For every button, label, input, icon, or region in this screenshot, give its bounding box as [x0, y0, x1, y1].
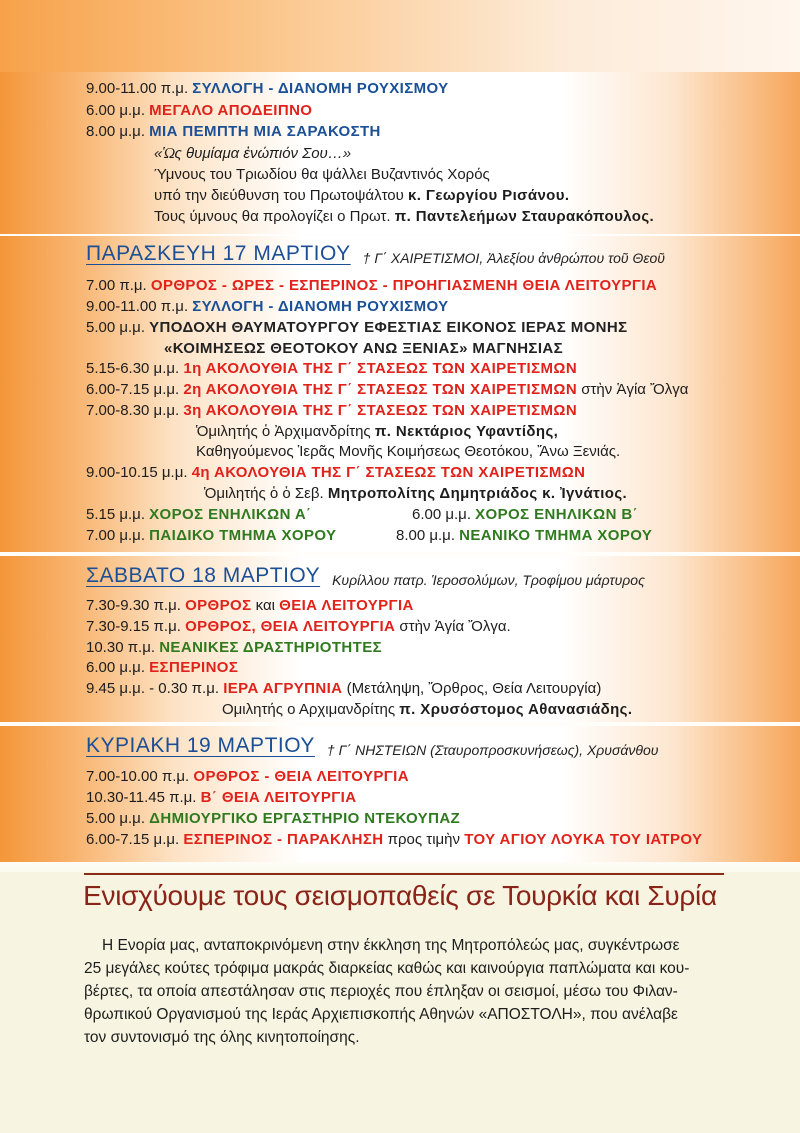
event-time: 7.00 μ.μ. — [86, 527, 145, 544]
event-place: στὴν Ἁγία Ὄλγα — [581, 381, 689, 398]
event-detail — [154, 207, 654, 227]
event-title: ΣΥΛΛΟΓΗ - ΔΙΑΝΟΜΗ ΡΟΥΧΙΣΜΟΥ — [192, 80, 449, 97]
event-detail — [154, 186, 569, 206]
speaker-line — [196, 422, 558, 442]
schedule-line — [86, 617, 511, 637]
event-title: ΙΕΡΑ ΑΓΡΥΠΝΙΑ — [223, 680, 343, 697]
event-title: ΔΗΜΙΟΥΡΓΙΚΟ ΕΡΓΑΣΤΗΡΙΟ ΝΤΕΚΟΥΠΑΖ — [149, 810, 461, 827]
schedule-line — [86, 380, 688, 400]
article-line: τον συντονισμό της όλης κινητοποίησης. — [84, 1029, 360, 1046]
schedule-line — [86, 526, 336, 546]
schedule-line — [86, 359, 577, 379]
event-detail: Ύμνους του Τριωδίου θα ψάλλει Βυζαντινός Χορός — [154, 166, 490, 183]
speaker-label: Ομιλητής ο Αρχιμανδρίτης — [222, 701, 400, 718]
speaker-detail: Καθηγούμενος Ἱερᾶς Μονῆς Κοιμήσεως Θεοτόκου, Ἄνω Ξενιάς. — [196, 443, 621, 460]
schedule-line — [86, 679, 601, 699]
event-title: ΟΡΘΡΟΣ - ΩΡΕΣ - ΕΣΠΕΡΙΝΟΣ - ΠΡΟΗΓΙΑΣΜΕΝΗ ΘΕΙΑ ΛΕΙΤΟΥΡΓΙΑ — [150, 277, 658, 294]
schedule-line — [86, 767, 409, 787]
event-title: ΟΡΘΡΟΣ, ΘΕΙΑ ΛΕΙΤΟΥΡΓΙΑ — [185, 618, 396, 635]
event-title: ΕΣΠΕΡΙΝΟΣ - ΠΑΡΑΚΛΗΣΗ — [183, 831, 384, 848]
event-title: ΘΕΙΑ ΛΕΙΤΟΥΡΓΙΑ — [279, 597, 414, 614]
event-title: 2η ΑΚΟΛΟΥΘΙΑ ΤΗΣ Γ΄ ΣΤΑΣΕΩΣ ΤΩΝ ΧΑΙΡΕΤΙΣΜΩΝ — [183, 381, 578, 398]
event-time: 9.00-11.00 π.μ. — [86, 298, 189, 315]
event-title: 1η ΑΚΟΛΟΥΘΙΑ ΤΗΣ Γ΄ ΣΤΑΣΕΩΣ ΤΩΝ ΧΑΙΡΕΤΙΣΜΩΝ — [183, 360, 578, 377]
speaker-name: Μητροπολίτης Δημητριάδος κ. Ἰγνάτιος. — [327, 485, 628, 502]
event-time: 6.00 μ.μ. — [412, 506, 471, 523]
schedule-line — [86, 788, 356, 808]
event-time: 7.30-9.15 π.μ. — [86, 618, 181, 635]
day-header — [86, 560, 645, 588]
event-time: 5.15-6.30 μ.μ. — [86, 360, 180, 377]
schedule-line — [396, 526, 652, 546]
event-time: 6.00 μ.μ. — [86, 102, 145, 119]
day-feast-note: † Γ΄ ΝΗΣΤΕΙΩΝ (Σταυροπροσκυνήσεως), Χρυσάνθου — [326, 742, 659, 758]
event-note: (Μετάληψη, Ὄρθρος, Θεία Λειτουργία) — [346, 680, 602, 697]
schedule-line — [86, 463, 585, 483]
article-body — [84, 934, 716, 1049]
event-title-continued: «ΚΟΙΜΗΣΕΩΣ ΘΕΟΤΟΚΟΥ ΑΝΩ ΞΕΝΙΑΣ» ΜΑΓΝΗΣΙΑΣ — [164, 340, 564, 357]
event-time: 7.00 π.μ. — [86, 277, 147, 294]
article-line: Η Ενορία μας, ανταποκρινόμενη στην έκκληση της Μητροπόλεώς μας, συγκέντρωσε — [102, 937, 680, 954]
schedule-line — [412, 505, 638, 525]
speaker-line — [222, 700, 632, 720]
day-title: ΣΑΒΒΑΤΟ 18 ΜΑΡΤΙΟΥ — [86, 564, 321, 587]
schedule-line — [86, 122, 381, 142]
event-title: ΥΠΟΔΟΧΗ ΘΑΥΜΑΤΟΥΡΓΟΥ ΕΦΕΣΤΙΑΣ ΕΙΚΟΝΟΣ ΙΕΡΑΣ ΜΟΝΗΣ — [149, 319, 628, 336]
event-time: 9.00-11.00 π.μ. — [86, 80, 189, 97]
event-title: ΧΟΡΟΣ ΕΝΗΛΙΚΩΝ Β΄ — [475, 506, 638, 523]
event-title: ΕΣΠΕΡΙΝΟΣ — [149, 659, 239, 676]
event-time: 10.30-11.45 π.μ. — [86, 789, 197, 806]
top-orange-band — [0, 0, 800, 72]
event-time: 7.00-10.00 π.μ. — [86, 768, 190, 785]
event-time: 8.00 μ.μ. — [396, 527, 455, 544]
speaker-name: π. Χρυσόστομος Αθανασιάδης. — [399, 701, 633, 718]
event-conjunction: και — [251, 597, 280, 614]
article-line: βέρτες, τα οποία απεστάλησαν στις περιοχές που έπληξαν οι σεισμοί, μέσω του Φιλαν- — [84, 983, 678, 1000]
schedule-line — [86, 79, 449, 99]
event-time: 9.00-10.15 μ.μ. — [86, 464, 188, 481]
detail-text: Τους ύμνους θα προλογίζει ο Πρωτ. — [154, 208, 395, 225]
detail-name: κ. Γεωργίου Ρισάνου. — [408, 187, 570, 204]
event-time: 7.00-8.30 μ.μ. — [86, 402, 180, 419]
event-title: Β΄ ΘΕΙΑ ΛΕΙΤΟΥΡΓΙΑ — [200, 789, 357, 806]
event-title: ΝΕΑΝΙΚΕΣ ΔΡΑΣΤΗΡΙΟΤΗΤΕΣ — [159, 639, 383, 656]
event-title: ΠΑΙΔΙΚΟ ΤΜΗΜΑ ΧΟΡΟΥ — [149, 527, 337, 544]
event-connector: προς τιμὴν — [383, 831, 465, 848]
event-time: 6.00 μ.μ. — [86, 659, 145, 676]
detail-name: π. Παντελεήμων Σταυρακόπουλος. — [394, 208, 655, 225]
event-title: ΝΕΑΝΙΚΟ ΤΜΗΜΑ ΧΟΡΟΥ — [459, 527, 653, 544]
event-time: 6.00-7.15 μ.μ. — [86, 831, 180, 848]
speaker-label: Ὁμιλητής ὁ ὁ Σεβ. — [204, 485, 328, 502]
event-time: 9.45 μ.μ. - 0.30 π.μ. — [86, 680, 220, 697]
event-title: 4η ΑΚΟΛΟΥΘΙΑ ΤΗΣ Γ΄ ΣΤΑΣΕΩΣ ΤΩΝ ΧΑΙΡΕΤΙΣΜΩΝ — [191, 464, 586, 481]
event-time: 10.30 π.μ. — [86, 639, 156, 656]
event-place: στὴν Ἁγία Ὄλγα. — [399, 618, 511, 635]
schedule-line — [86, 596, 414, 616]
day-header — [86, 238, 665, 266]
event-title: ΤΟΥ ΑΓΙΟΥ ΛΟΥΚΑ ΤΟΥ ΙΑΤΡΟΥ — [464, 831, 703, 848]
schedule-line — [86, 830, 702, 850]
schedule-line — [86, 297, 449, 317]
article-divider — [84, 873, 724, 875]
day-title: ΠΑΡΑΣΚΕΥΗ 17 ΜΑΡΤΙΟΥ — [86, 242, 351, 265]
event-title: ΧΟΡΟΣ ΕΝΗΛΙΚΩΝ Α΄ — [149, 506, 312, 523]
event-title: ΜΙΑ ΠΕΜΠΤΗ ΜΙΑ ΣΑΡΑΚΟΣΤΗ — [149, 123, 381, 140]
schedule-line — [86, 276, 657, 296]
event-time: 6.00-7.15 μ.μ. — [86, 381, 180, 398]
schedule-line — [86, 401, 577, 421]
day-feast-note: † Γ΄ ΧΑΙΡΕΤΙΣΜΟΙ, Ἀλεξίου ἀνθρώπου τοῦ Θεοῦ — [362, 250, 665, 266]
schedule-line — [86, 318, 628, 338]
event-title: ΜΕΓΑΛΟ ΑΠΟΔΕΙΠΝΟ — [149, 102, 313, 119]
event-quote: «Ὡς θυμίαμα ἐνώπιόν Σου…» — [154, 145, 352, 162]
schedule-line — [86, 505, 311, 525]
day-header — [86, 730, 659, 758]
event-title: ΣΥΛΛΟΓΗ - ΔΙΑΝΟΜΗ ΡΟΥΧΙΣΜΟΥ — [192, 298, 449, 315]
day-title: ΚΥΡΙΑΚΗ 19 ΜΑΡΤΙΟΥ — [86, 734, 315, 757]
schedule-line — [86, 658, 238, 678]
schedule-line — [86, 638, 382, 658]
event-time: 5.00 μ.μ. — [86, 810, 145, 827]
speaker-line — [204, 484, 627, 504]
article-title: Ενισχύουμε τους σεισμοπαθείς σε Τουρκία και Συρία — [83, 880, 717, 911]
schedule-line — [86, 101, 312, 121]
article-line: θρωπικού Οργανισμού της Ιεράς Αρχιεπισκοπής Αθηνών «ΑΠΟΣΤΟΛΗ», που ανέλαβε — [84, 1006, 678, 1023]
event-title: ΟΡΘΡΟΣ - ΘΕΙΑ ΛΕΙΤΟΥΡΓΙΑ — [193, 768, 409, 785]
event-title: ΟΡΘΡΟΣ — [185, 597, 252, 614]
schedule-line — [86, 809, 460, 829]
speaker-name: π. Νεκτάριος Υφαντίδης, — [374, 423, 559, 440]
event-time: 7.30-9.30 π.μ. — [86, 597, 181, 614]
event-title: 3η ΑΚΟΛΟΥΘΙΑ ΤΗΣ Γ΄ ΣΤΑΣΕΩΣ ΤΩΝ ΧΑΙΡΕΤΙΣΜΩΝ — [183, 402, 578, 419]
event-time: 5.15 μ.μ. — [86, 506, 145, 523]
article-line: 25 μεγάλες κούτες τρόφιμα μακράς διαρκείας καθώς και καινούργια παπλώματα και κου- — [84, 960, 690, 977]
event-time: 5.00 μ.μ. — [86, 319, 145, 336]
event-time: 8.00 μ.μ. — [86, 123, 145, 140]
day-feast-note: Κυρίλλου πατρ. Ἱεροσολύμων, Τροφίμου μάρτυρος — [332, 572, 645, 588]
speaker-label: Ὁμιλητής ὁ Ἀρχιμανδρίτης — [196, 423, 375, 440]
detail-text: υπό την διεύθυνση του Πρωτοψάλτου — [154, 187, 409, 204]
